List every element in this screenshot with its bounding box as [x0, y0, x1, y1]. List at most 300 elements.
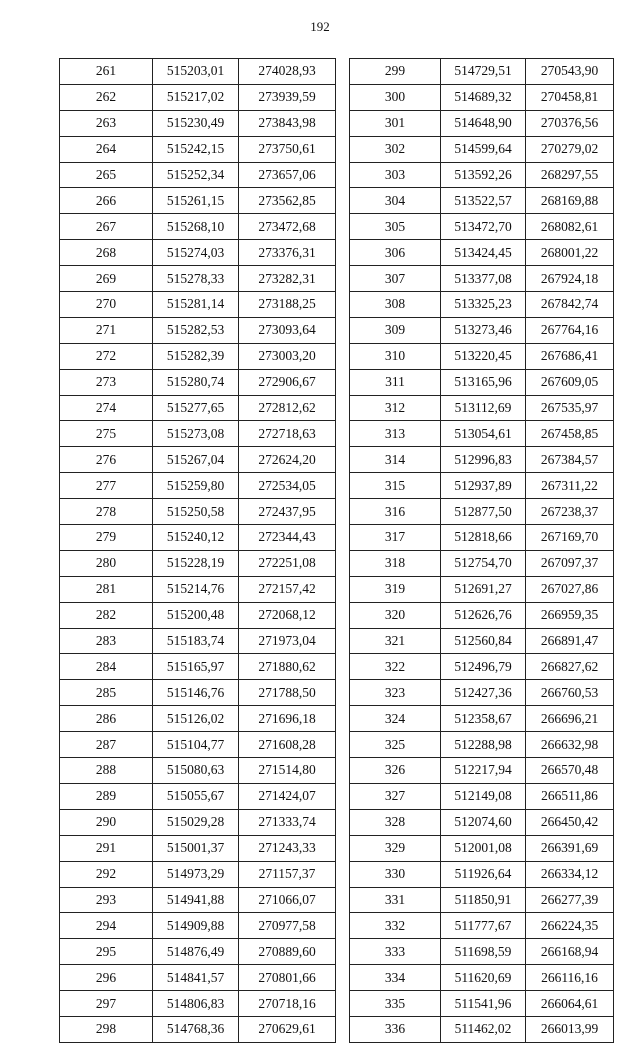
y-coordinate-cell: 272812,62 [239, 395, 336, 421]
x-coordinate-cell: 515055,67 [153, 783, 239, 809]
table-row [350, 602, 614, 628]
x-coordinate-cell: 513273,46 [441, 317, 526, 343]
y-coordinate-cell: 272251,08 [239, 550, 336, 576]
y-coordinate-cell: 273843,98 [239, 110, 336, 136]
table-row [350, 369, 614, 395]
y-coordinate-cell: 273750,61 [239, 136, 336, 162]
y-coordinate-cell: 267169,70 [526, 525, 614, 551]
y-coordinate-cell: 268001,22 [526, 240, 614, 266]
x-coordinate-cell: 515277,65 [153, 395, 239, 421]
point-number-cell: 275 [60, 421, 153, 447]
table-row [350, 395, 614, 421]
point-number-cell: 291 [60, 835, 153, 861]
x-coordinate-cell: 515126,02 [153, 706, 239, 732]
point-number-cell: 321 [350, 628, 441, 654]
x-coordinate-cell: 511462,02 [441, 1016, 526, 1042]
x-coordinate-cell: 513472,70 [441, 214, 526, 240]
x-coordinate-cell: 512288,98 [441, 732, 526, 758]
table-row [350, 473, 614, 499]
point-number-cell: 333 [350, 939, 441, 965]
x-coordinate-cell: 515240,12 [153, 525, 239, 551]
x-coordinate-cell: 515250,58 [153, 499, 239, 525]
point-number-cell: 318 [350, 550, 441, 576]
point-number-cell: 304 [350, 188, 441, 214]
x-coordinate-cell: 511541,96 [441, 991, 526, 1017]
point-number-cell: 266 [60, 188, 153, 214]
x-coordinate-cell: 514729,51 [441, 59, 526, 85]
x-coordinate-cell: 514941,88 [153, 887, 239, 913]
page-number: 192 [310, 19, 330, 34]
y-coordinate-cell: 270376,56 [526, 110, 614, 136]
point-number-cell: 284 [60, 654, 153, 680]
y-coordinate-cell: 273562,85 [239, 188, 336, 214]
point-number-cell: 296 [60, 965, 153, 991]
table-row [60, 602, 336, 628]
table-row [60, 939, 336, 965]
table-row [60, 317, 336, 343]
x-coordinate-cell: 512427,36 [441, 680, 526, 706]
point-number-cell: 264 [60, 136, 153, 162]
y-coordinate-cell: 271424,07 [239, 783, 336, 809]
point-number-cell: 314 [350, 447, 441, 473]
y-coordinate-cell: 272906,67 [239, 369, 336, 395]
table-row [60, 550, 336, 576]
x-coordinate-cell: 515281,14 [153, 292, 239, 318]
y-coordinate-cell: 273939,59 [239, 84, 336, 110]
y-coordinate-cell: 267535,97 [526, 395, 614, 421]
table-row [350, 732, 614, 758]
table-row [350, 421, 614, 447]
table-row [60, 758, 336, 784]
y-coordinate-cell: 272718,63 [239, 421, 336, 447]
x-coordinate-cell: 515242,15 [153, 136, 239, 162]
y-coordinate-cell: 271608,28 [239, 732, 336, 758]
y-coordinate-cell: 266959,35 [526, 602, 614, 628]
y-coordinate-cell: 266450,42 [526, 809, 614, 835]
x-coordinate-cell: 515183,74 [153, 628, 239, 654]
point-number-cell: 298 [60, 1016, 153, 1042]
y-coordinate-cell: 267027,86 [526, 576, 614, 602]
point-number-cell: 288 [60, 758, 153, 784]
point-number-cell: 289 [60, 783, 153, 809]
table-row [350, 939, 614, 965]
x-coordinate-cell: 512877,50 [441, 499, 526, 525]
x-coordinate-cell: 513325,23 [441, 292, 526, 318]
table-row [350, 783, 614, 809]
table-row [60, 84, 336, 110]
x-coordinate-cell: 513112,69 [441, 395, 526, 421]
x-coordinate-cell: 512818,66 [441, 525, 526, 551]
y-coordinate-cell: 266760,53 [526, 680, 614, 706]
table-row [60, 576, 336, 602]
table-row [350, 162, 614, 188]
point-number-cell: 309 [350, 317, 441, 343]
y-coordinate-cell: 266064,61 [526, 991, 614, 1017]
y-coordinate-cell: 270889,60 [239, 939, 336, 965]
x-coordinate-cell: 512626,76 [441, 602, 526, 628]
x-coordinate-cell: 515217,02 [153, 84, 239, 110]
point-number-cell: 271 [60, 317, 153, 343]
y-coordinate-cell: 266391,69 [526, 835, 614, 861]
point-number-cell: 320 [350, 602, 441, 628]
point-number-cell: 303 [350, 162, 441, 188]
table-row [350, 343, 614, 369]
table-row [60, 680, 336, 706]
y-coordinate-cell: 266696,21 [526, 706, 614, 732]
point-number-cell: 323 [350, 680, 441, 706]
point-number-cell: 286 [60, 706, 153, 732]
table-row [350, 499, 614, 525]
x-coordinate-cell: 514841,57 [153, 965, 239, 991]
point-number-cell: 294 [60, 913, 153, 939]
point-number-cell: 267 [60, 214, 153, 240]
point-number-cell: 279 [60, 525, 153, 551]
y-coordinate-cell: 266116,16 [526, 965, 614, 991]
point-number-cell: 331 [350, 887, 441, 913]
table-row [60, 240, 336, 266]
y-coordinate-cell: 271157,37 [239, 861, 336, 887]
x-coordinate-cell: 515146,76 [153, 680, 239, 706]
point-number-cell: 306 [350, 240, 441, 266]
x-coordinate-cell: 513592,26 [441, 162, 526, 188]
point-number-cell: 299 [350, 59, 441, 85]
x-coordinate-cell: 511777,67 [441, 913, 526, 939]
y-coordinate-cell: 266013,99 [526, 1016, 614, 1042]
point-number-cell: 311 [350, 369, 441, 395]
table-row [60, 421, 336, 447]
table-row [60, 292, 336, 318]
table-row [60, 732, 336, 758]
table-row [60, 499, 336, 525]
point-number-cell: 330 [350, 861, 441, 887]
y-coordinate-cell: 274028,93 [239, 59, 336, 85]
y-coordinate-cell: 271333,74 [239, 809, 336, 835]
point-number-cell: 313 [350, 421, 441, 447]
x-coordinate-cell: 515278,33 [153, 266, 239, 292]
coordinates-table-right [349, 58, 614, 1043]
table-row [60, 136, 336, 162]
x-coordinate-cell: 511698,59 [441, 939, 526, 965]
point-number-cell: 280 [60, 550, 153, 576]
table-row [60, 343, 336, 369]
point-number-cell: 281 [60, 576, 153, 602]
x-coordinate-cell: 513424,45 [441, 240, 526, 266]
x-coordinate-cell: 515274,03 [153, 240, 239, 266]
y-coordinate-cell: 270977,58 [239, 913, 336, 939]
y-coordinate-cell: 273376,31 [239, 240, 336, 266]
point-number-cell: 283 [60, 628, 153, 654]
y-coordinate-cell: 267764,16 [526, 317, 614, 343]
x-coordinate-cell: 515104,77 [153, 732, 239, 758]
x-coordinate-cell: 514909,88 [153, 913, 239, 939]
point-number-cell: 325 [350, 732, 441, 758]
table-row [350, 654, 614, 680]
table-row [60, 188, 336, 214]
y-coordinate-cell: 273003,20 [239, 343, 336, 369]
y-coordinate-cell: 266511,86 [526, 783, 614, 809]
y-coordinate-cell: 273472,68 [239, 214, 336, 240]
x-coordinate-cell: 512691,27 [441, 576, 526, 602]
point-number-cell: 276 [60, 447, 153, 473]
y-coordinate-cell: 267097,37 [526, 550, 614, 576]
point-number-cell: 277 [60, 473, 153, 499]
y-coordinate-cell: 267238,37 [526, 499, 614, 525]
x-coordinate-cell: 515230,49 [153, 110, 239, 136]
x-coordinate-cell: 515165,97 [153, 654, 239, 680]
table-row [60, 861, 336, 887]
table-row [60, 965, 336, 991]
table-row [60, 809, 336, 835]
point-number-cell: 274 [60, 395, 153, 421]
table-row [60, 395, 336, 421]
y-coordinate-cell: 271066,07 [239, 887, 336, 913]
y-coordinate-cell: 266224,35 [526, 913, 614, 939]
x-coordinate-cell: 512001,08 [441, 835, 526, 861]
table-row [60, 783, 336, 809]
table-row [350, 680, 614, 706]
point-number-cell: 287 [60, 732, 153, 758]
table-row [350, 84, 614, 110]
x-coordinate-cell: 515273,08 [153, 421, 239, 447]
y-coordinate-cell: 271696,18 [239, 706, 336, 732]
x-coordinate-cell: 515282,39 [153, 343, 239, 369]
y-coordinate-cell: 270458,81 [526, 84, 614, 110]
y-coordinate-cell: 271243,33 [239, 835, 336, 861]
point-number-cell: 268 [60, 240, 153, 266]
table-row [60, 913, 336, 939]
x-coordinate-cell: 515200,48 [153, 602, 239, 628]
x-coordinate-cell: 512937,89 [441, 473, 526, 499]
y-coordinate-cell: 266827,62 [526, 654, 614, 680]
x-coordinate-cell: 512217,94 [441, 758, 526, 784]
point-number-cell: 332 [350, 913, 441, 939]
point-number-cell: 326 [350, 758, 441, 784]
point-number-cell: 302 [350, 136, 441, 162]
table-row [60, 628, 336, 654]
x-coordinate-cell: 515001,37 [153, 835, 239, 861]
y-coordinate-cell: 272068,12 [239, 602, 336, 628]
table-row [60, 835, 336, 861]
point-number-cell: 278 [60, 499, 153, 525]
point-number-cell: 312 [350, 395, 441, 421]
y-coordinate-cell: 268082,61 [526, 214, 614, 240]
table-row [60, 654, 336, 680]
y-coordinate-cell: 271514,80 [239, 758, 336, 784]
point-number-cell: 329 [350, 835, 441, 861]
y-coordinate-cell: 268297,55 [526, 162, 614, 188]
x-coordinate-cell: 514973,29 [153, 861, 239, 887]
y-coordinate-cell: 268169,88 [526, 188, 614, 214]
x-coordinate-cell: 515029,28 [153, 809, 239, 835]
point-number-cell: 307 [350, 266, 441, 292]
point-number-cell: 269 [60, 266, 153, 292]
point-number-cell: 262 [60, 84, 153, 110]
point-number-cell: 305 [350, 214, 441, 240]
x-coordinate-cell: 512149,08 [441, 783, 526, 809]
y-coordinate-cell: 272157,42 [239, 576, 336, 602]
table-row [350, 447, 614, 473]
x-coordinate-cell: 511850,91 [441, 887, 526, 913]
point-number-cell: 263 [60, 110, 153, 136]
x-coordinate-cell: 514689,32 [441, 84, 526, 110]
x-coordinate-cell: 513377,08 [441, 266, 526, 292]
y-coordinate-cell: 271973,04 [239, 628, 336, 654]
x-coordinate-cell: 513522,57 [441, 188, 526, 214]
y-coordinate-cell: 267609,05 [526, 369, 614, 395]
point-number-cell: 336 [350, 1016, 441, 1042]
y-coordinate-cell: 270543,90 [526, 59, 614, 85]
table-row [350, 809, 614, 835]
point-number-cell: 265 [60, 162, 153, 188]
point-number-cell: 272 [60, 343, 153, 369]
table-row [350, 576, 614, 602]
table-row [350, 887, 614, 913]
table-row [350, 59, 614, 85]
point-number-cell: 297 [60, 991, 153, 1017]
table-row [350, 835, 614, 861]
y-coordinate-cell: 270801,66 [239, 965, 336, 991]
table-row [60, 887, 336, 913]
point-number-cell: 316 [350, 499, 441, 525]
y-coordinate-cell: 273188,25 [239, 292, 336, 318]
point-number-cell: 295 [60, 939, 153, 965]
table-row [350, 240, 614, 266]
x-coordinate-cell: 514648,90 [441, 110, 526, 136]
table-row [60, 266, 336, 292]
table-row [350, 550, 614, 576]
x-coordinate-cell: 511620,69 [441, 965, 526, 991]
point-number-cell: 270 [60, 292, 153, 318]
point-number-cell: 282 [60, 602, 153, 628]
table-row [350, 758, 614, 784]
table-row [350, 188, 614, 214]
y-coordinate-cell: 270279,02 [526, 136, 614, 162]
y-coordinate-cell: 273657,06 [239, 162, 336, 188]
table-row [350, 214, 614, 240]
x-coordinate-cell: 515268,10 [153, 214, 239, 240]
table-row [350, 525, 614, 551]
point-number-cell: 328 [350, 809, 441, 835]
y-coordinate-cell: 266334,12 [526, 861, 614, 887]
y-coordinate-cell: 272624,20 [239, 447, 336, 473]
y-coordinate-cell: 272437,95 [239, 499, 336, 525]
y-coordinate-cell: 272344,43 [239, 525, 336, 551]
table-row [60, 214, 336, 240]
point-number-cell: 335 [350, 991, 441, 1017]
x-coordinate-cell: 512560,84 [441, 628, 526, 654]
table-row [60, 447, 336, 473]
table-row [350, 965, 614, 991]
y-coordinate-cell: 271788,50 [239, 680, 336, 706]
table-row [350, 861, 614, 887]
y-coordinate-cell: 273282,31 [239, 266, 336, 292]
x-coordinate-cell: 515214,76 [153, 576, 239, 602]
table-row [350, 913, 614, 939]
point-number-cell: 261 [60, 59, 153, 85]
point-number-cell: 334 [350, 965, 441, 991]
y-coordinate-cell: 266168,94 [526, 939, 614, 965]
x-coordinate-cell: 513220,45 [441, 343, 526, 369]
point-number-cell: 324 [350, 706, 441, 732]
table-row [60, 1016, 336, 1042]
x-coordinate-cell: 513165,96 [441, 369, 526, 395]
coordinates-table-left [59, 58, 336, 1043]
y-coordinate-cell: 273093,64 [239, 317, 336, 343]
point-number-cell: 308 [350, 292, 441, 318]
y-coordinate-cell: 267686,41 [526, 343, 614, 369]
x-coordinate-cell: 512754,70 [441, 550, 526, 576]
y-coordinate-cell: 272534,05 [239, 473, 336, 499]
x-coordinate-cell: 515259,80 [153, 473, 239, 499]
y-coordinate-cell: 266277,39 [526, 887, 614, 913]
x-coordinate-cell: 515267,04 [153, 447, 239, 473]
x-coordinate-cell: 514876,49 [153, 939, 239, 965]
table-row [350, 136, 614, 162]
point-number-cell: 315 [350, 473, 441, 499]
x-coordinate-cell: 514806,83 [153, 991, 239, 1017]
point-number-cell: 327 [350, 783, 441, 809]
x-coordinate-cell: 514768,36 [153, 1016, 239, 1042]
y-coordinate-cell: 266632,98 [526, 732, 614, 758]
x-coordinate-cell: 511926,64 [441, 861, 526, 887]
table-row [60, 991, 336, 1017]
point-number-cell: 292 [60, 861, 153, 887]
point-number-cell: 319 [350, 576, 441, 602]
x-coordinate-cell: 513054,61 [441, 421, 526, 447]
y-coordinate-cell: 267384,57 [526, 447, 614, 473]
point-number-cell: 273 [60, 369, 153, 395]
table-row [350, 1016, 614, 1042]
y-coordinate-cell: 270718,16 [239, 991, 336, 1017]
x-coordinate-cell: 512074,60 [441, 809, 526, 835]
y-coordinate-cell: 266570,48 [526, 758, 614, 784]
x-coordinate-cell: 514599,64 [441, 136, 526, 162]
y-coordinate-cell: 266891,47 [526, 628, 614, 654]
table-row [60, 473, 336, 499]
point-number-cell: 293 [60, 887, 153, 913]
table-row [60, 162, 336, 188]
table-row [350, 991, 614, 1017]
point-number-cell: 301 [350, 110, 441, 136]
y-coordinate-cell: 271880,62 [239, 654, 336, 680]
table-row [60, 525, 336, 551]
x-coordinate-cell: 512496,79 [441, 654, 526, 680]
table-row [350, 292, 614, 318]
x-coordinate-cell: 515080,63 [153, 758, 239, 784]
point-number-cell: 310 [350, 343, 441, 369]
table-row [60, 369, 336, 395]
x-coordinate-cell: 515252,34 [153, 162, 239, 188]
table-row [60, 59, 336, 85]
y-coordinate-cell: 270629,61 [239, 1016, 336, 1042]
table-row [350, 628, 614, 654]
table-row [350, 317, 614, 343]
table-row [60, 706, 336, 732]
x-coordinate-cell: 515203,01 [153, 59, 239, 85]
point-number-cell: 290 [60, 809, 153, 835]
x-coordinate-cell: 515282,53 [153, 317, 239, 343]
x-coordinate-cell: 515261,15 [153, 188, 239, 214]
table-row [60, 110, 336, 136]
point-number-cell: 322 [350, 654, 441, 680]
table-row [350, 110, 614, 136]
y-coordinate-cell: 267458,85 [526, 421, 614, 447]
y-coordinate-cell: 267842,74 [526, 292, 614, 318]
y-coordinate-cell: 267311,22 [526, 473, 614, 499]
x-coordinate-cell: 515228,19 [153, 550, 239, 576]
x-coordinate-cell: 515280,74 [153, 369, 239, 395]
table-row [350, 706, 614, 732]
